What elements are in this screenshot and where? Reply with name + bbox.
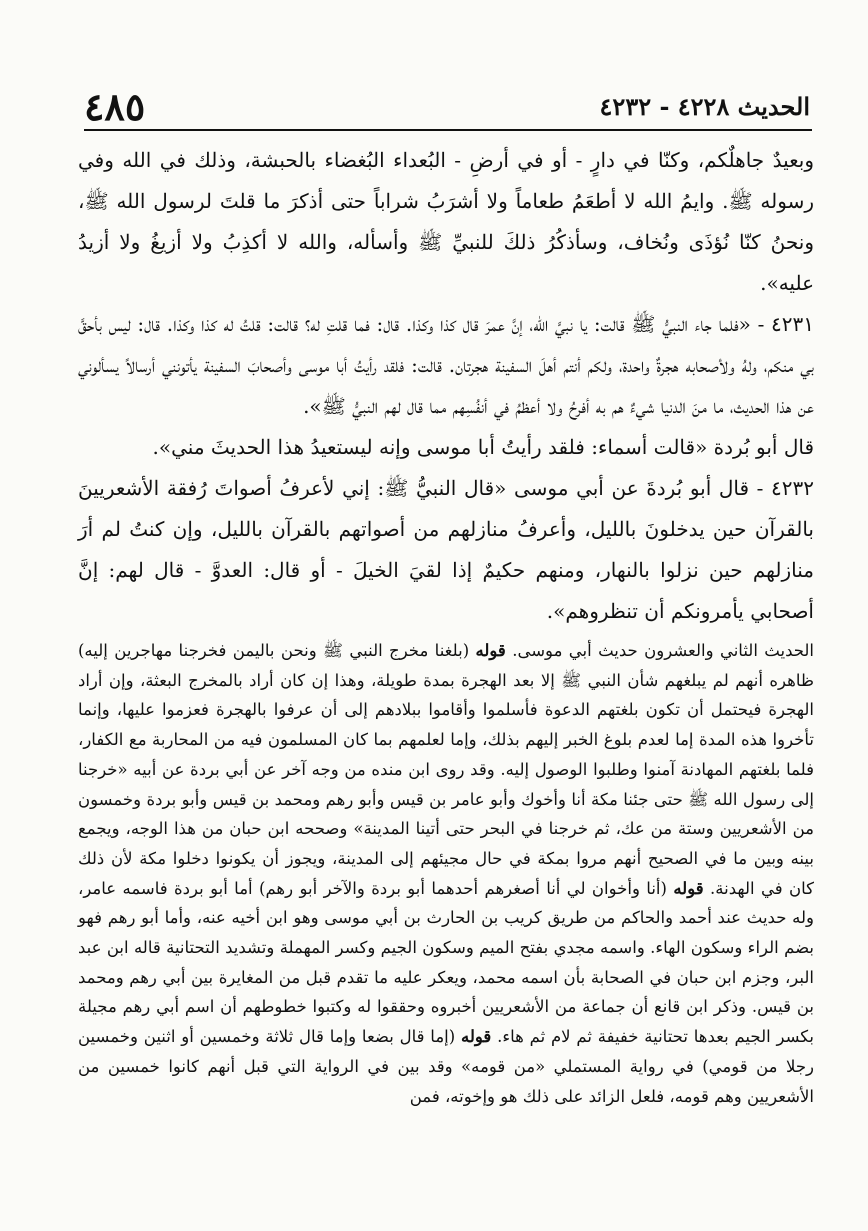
qawluhu-marker: قوله — [460, 1027, 492, 1047]
hadith-paragraph: ٤٢٣٢ - قال أبو بُردةَ عن أبي موسى «قال النبيُّ ﷺ: إني لأعرفُ أصواتَ رُفقة الأشعريينَ بالقرآن حين يدخلونَ بالليل، وأعرفُ منازلهم من أصواتهم بالقرآن بالليل، وإن كنتُ لم أرَ منازلهم حين نزلوا بالنهار، ومنهم حكيمٌ إذا لقيَ الخيلَ - أو قال: العدوَّ - قال لهم: إنَّ أصحابي يأمرونكم أن تنظروهم». — [78, 476, 814, 623]
commentary — [78, 636, 814, 1111]
running-head: الحديث ٤٢٢٨ - ٤٢٣٢ — [599, 91, 810, 121]
commentary-text: (أنا وأخوان لي أنا أصغرهم أحدهما أبو بردة والآخر أبو رهم) أما أبو بردة فاسمه عامر، وله حديث عند أحمد والحاكم من طريق كريب بن الحارث بن أبي موسى وهو ابن أخيه عنه، وأما أبو رهم فهو بضم الراء وسكون الهاء. واسمه مجدي بفتح الميم وسكون الجيم وكسر المهملة وتشديد التحتانية قاله ابن عبد البر، وجزم ابن حبان في الصحابة بأن اسمه محمد، ويعكر عليه ما تقدم قبل من المغايرة بين أبي رهم ومحمد بن قيس. وذكر ابن قانع أن جماعة من الأشعريين أخبروه وحققوا له وكتبوا خطوطهم أن اسم أبي رهم مجيلة بكسر الجيم بعدها تحتانية خفيفة ثم لام ثم هاء. — [78, 878, 814, 1047]
commentary-paragraph — [78, 636, 814, 1111]
qawluhu-marker: قوله — [475, 641, 506, 660]
hadith-text — [78, 140, 814, 632]
hadith-paragraph: ٤٢٣١ - «فلما جاء النبيُّ ﷺ قالت: يا نبيَّ الله، إنَّ عمرَ قال كذا وكذا. قال: فما قلتِ له؟ قالت: قلتُ له كذا وكذا. قال: ليس بأحقَّ بي منكم، ولهُ ولأصحابه هجرةٌ واحدة، ولكم أنتم أهلَ السفينة هجرتان. قالت: فلقد رأيتُ أبا موسى وأصحابَ السفينة يأتونني أرسالاً يسألوني عن هذا الحديث، ما منَ الدنيا شيءٌ هم به أفرحُ ولا أعظمُ في أنفُسِهم مما قال لهم النبيُّ ﷺ». — [78, 312, 814, 418]
hadith-paragraph: قال أبو بُردة «قالت أسماء: فلقد رأيتُ أبا موسى وإنه ليستعيدُ هذا الحديثَ مني». — [152, 435, 814, 459]
header-rule — [84, 129, 812, 131]
hadith-paragraph: وبعيدٌ جاهلٌكم، وكنّا في دارٍ - أو في أرضِ - البُعداء البُغضاء بالحبشة، وذلك في الله وفي رسوله ﷺ. وايمُ الله لا أطعَمُ طعاماً ولا أشرَبُ شراباً حتى أذكرَ ما قلتَ لرسول الله ﷺ، ونحنُ كنّا نُؤذَى ونُخاف، وسأذكُرُ ذلكَ للنبيِّ ﷺ وأسأله، والله لا أكذِبُ ولا أزيغُ ولا أزيدُ عليه». — [78, 148, 814, 295]
commentary-text: (بلغنا مخرج النبي ﷺ ونحن باليمن فخرجنا مهاجرين إليه) ظاهره أنهم لم يبلغهم شأن النبي ﷺ إلا بعد الهجرة بمدة طويلة، وهذا إن كان أراد بالمخرج البعثة، وإن أراد الهجرة فيحتمل أن تكون بلغتهم الدعوة فأسلموا وأقاموا ببلادهم إلى أن عرفوا بالهجرة فعزموا عليها، وإنما تأخروا هذه المدة إما لعدم بلوغ الخبر إليهم بذلك، وإما لعلمهم بما كان المسلمون فيه من المحاربة مع الكفار، فلما بلغتهم المهادنة آمنوا وطلبوا الوصول إليه. وقد روى ابن منده من وجه آخر عن أبي بردة عن أبيه «خرجنا إلى رسول الله ﷺ حتى جئنا مكة أنا وأخوك وأبو عامر بن قيس وأبو رهم ومحمد بن قيس وأبو بردة وخمسون من الأشعريين وستة من عك، ثم خرجنا في البحر حتى أتينا المدينة» وصححه ابن حبان من هذا الوجه، ويجمع بينه وبين ما في الصحيح أنهم مروا بمكة في حال مجيئهم إلى المدينة، ويجوز أن يكونوا دخلوا مكة لأن ذلك كان في الهدنة. — [78, 641, 814, 898]
qawluhu-marker: قوله — [673, 878, 704, 898]
page-header — [84, 84, 810, 128]
commentary-intro: الحديث الثاني والعشرون حديث أبي موسى. — [512, 641, 815, 660]
page-number: ٤٨٥ — [84, 83, 146, 129]
commentary-text: (إما قال بضعا وإما قال ثلاثة وخمسين أو اثنين وخمسين رجلا من قومي) في رواية المستملي «من قومه» وقد بين في الرواية التي قبل أنهم كانوا خمسين من الأشعريين وهم قومه، فلعل الزائد على ذلك هو وإخوته، فمن — [78, 1027, 814, 1106]
